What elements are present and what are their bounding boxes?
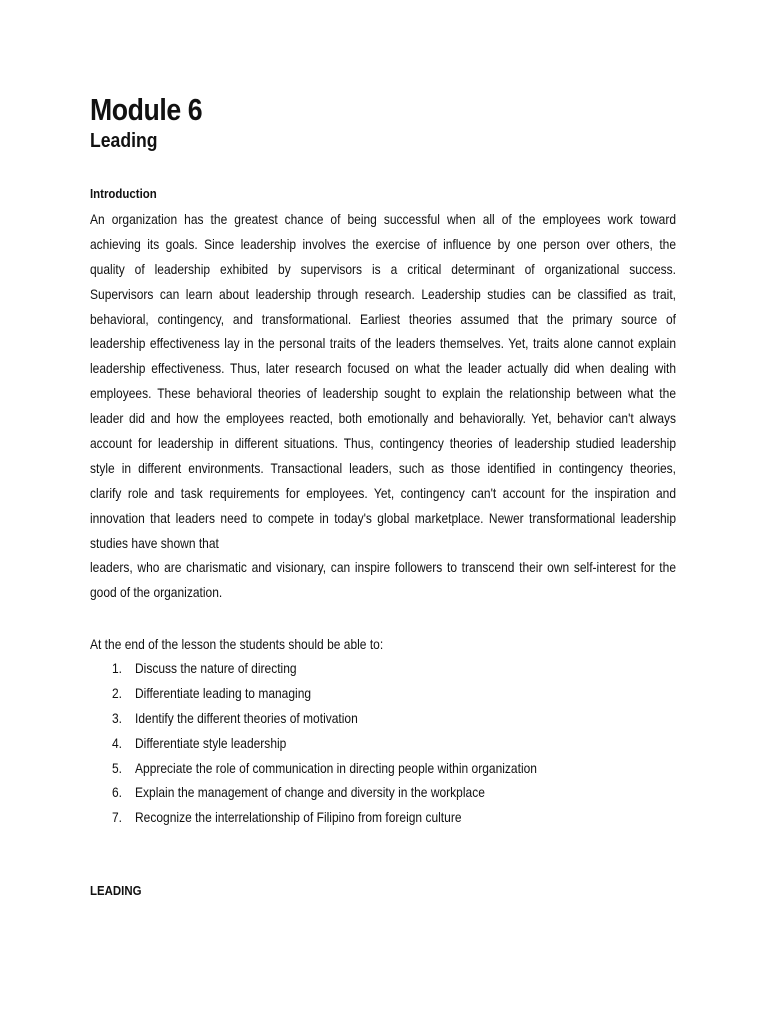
list-item-text: Recognize the interrelationship of Filipino from foreign culture [135,809,462,826]
list-item-text: Discuss the nature of directing [135,660,297,676]
paragraph-line: Supervisors can learn about leadership through research. Leadership studies can be classified as trait, [90,285,677,302]
paragraph-line: clarify role and task requirements for employees. Yet, contingency can't account for the inspiration and [90,484,677,501]
paragraph-line: leaders, who are charismatic and visionary, can inspire followers to transcend their own self-interest for the [90,559,677,576]
paragraph-line: behavioral, contingency, and transformational. Earliest theories assumed that the primary source of [90,310,677,327]
list-item-text: Differentiate leading to managing [135,684,312,701]
paragraph-line: An organization has the greatest chance of being successful when all of the employees work toward [90,211,677,227]
paragraph-line: quality of leadership exhibited by supervisors is a critical determinant of organizational success. [90,260,677,277]
list-number: 7. [112,809,123,826]
introduction-heading: Introduction [90,186,157,201]
paragraph-line: account for leadership in different situations. Thus, contingency theories of leadership studied leadership [90,435,677,452]
paragraph-line: leader did and how the employees reacted, both emotionally and behaviorally. Yet, behavior can't always [90,410,677,427]
list-number: 2. [112,684,123,701]
paragraph-line: innovation that leaders need to compete in today's global marketplace. Newer transformational leadership [90,509,677,526]
introduction-paragraph [90,207,676,605]
paragraph-line: achieving its goals. Since leadership involves the exercise of influence by one person over others, the [90,235,677,252]
paragraph-line: leadership effectiveness. Thus, later research focused on what the leader actually did when dealing with [90,360,677,377]
leading-heading: LEADING [90,883,142,898]
objectives-intro: At the end of the lesson the students should be able to: [90,636,384,652]
list-number: 6. [112,784,123,801]
list-number: 4. [112,734,123,751]
list-item-text: Identify the different theories of motivation [135,709,358,726]
paragraph-line: leadership effectiveness lay in the personal traits of the leaders themselves. Yet, traits alone cannot explain [90,335,677,352]
list-number: 1. [112,660,123,676]
paragraph-line: employees. These behavioral theories of leadership sought to explain the relationship between what the [90,385,677,402]
module-title: Module 6 [90,92,203,127]
paragraph-line: good of the organization. [90,584,223,601]
paragraph-line: style in different environments. Transactional leaders, such as those identified in contingency theories, [90,459,677,476]
paragraph-line: studies have shown that [90,534,219,551]
list-item-text: Appreciate the role of communication in directing people within organization [135,759,537,776]
list-item-text: Differentiate style leadership [135,734,287,751]
list-number: 5. [112,759,123,776]
module-subtitle: Leading [90,130,158,152]
list-number: 3. [112,709,123,726]
list-item-text: Explain the management of change and diversity in the workplace [135,784,485,801]
